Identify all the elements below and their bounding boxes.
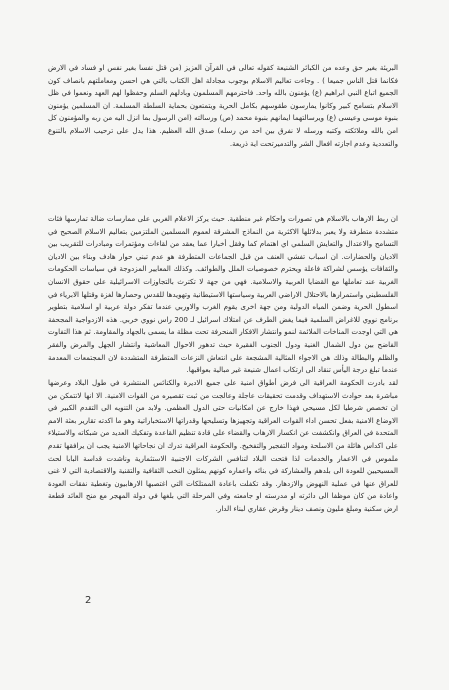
page-number: 2 — [85, 595, 92, 606]
paragraph-1: البريئة بغير حق وعده من الكبائر الشنيعة كقوله تعالى في القرآن العزيز (من قتل نفسا بغير نفس او فساد في الارض فكانما قتل الناس جميعا ) . وجاءت تعاليم الاسلام بوجوب مجادلة اهل الكتاب بالتي هي احسن ومعاملتهم بانصاف كون الجميع اتباع النبي ابراهيم (ع) يؤمنون بالله واحد. فاحترمهم المسلمون وبادلهم السلم وحفظوا لهم العهد ونعموا في ظل الاسلام بتسامح كبير وكانوا يمارسون طقوسهم بكامل الحرية ويتمتعون بحماية السلطة المسلمة. ان المسلمين يؤمنون بنبوة موسى وعيسى (ع) ويرسالتهما ايمانهم بنبوة محمد (ص) ورسالته (امن الرسول بما انزل اليه من ربه والمؤمنون كل امن بالله وملائكته وكتبه ورسله لا نفرق بين احد من رسله) صدق الله العظيم. هذا يدل على ترحيب الاسلام بالتنوع والتعددية وعدم اجازته افعال الشر والتدميرتحت اية ذريعة. — [48, 63, 398, 148]
paragraph-3: لقد بادرت الحكومة العراقية الى فرض أطواق امنية على جميع الاديرة والكنائس المنتشرة في طول البلاد وعرضها مباشرة بعد حوادث الاستهداف وقدمت تحقيقات عاجلة وعالجت من ثبت تقصيره من القوات الامنية. الا انها لاتتمكن من ان تخصص شرطيا لكل مسيحي فهذا خارج عن امكانيات حتى الدول العظمى. ولابد من التنويه الى التقدم الكبير في الاوضاع الامنية بفعل تحسن اداء القوات العراقية وتجهيزها وتسليحها وقدراتها الاستخباراتية وهو ما اكدته تقارير بعثة الامم المتحدة في العراق وانكشفت عن انكسار الارهاب والقضاء على قادة تنظيم القاعدة وتفكيك العديد من شبكاته والاستيلاء على اكداس هائلة من الاسلحة ومواد التفجير والتفخيخ. والحكومة العراقية تدرك ان نجاحاتها الامنية يجب ان يرافقها تقدم ملموس في الاعمار والخدمات لذا فتحت البلاد لتنافس الشركات الاجنبية الاستثمارية وناشدت قداسة البابا لحث المسيحيين للعودة الى بلدهم والمشاركة في بنائه واعماره كونهم يمثلون النخب الثقافية والتقنية والاقتصادية التي لا غنى للعراق عنها في عملية النهوض والازدهار. وقد تكفلت باعادة الممتلكات التي اغتصبها الارهابيون وتغطية نفقات العودة واعادة من كان موظفا الى دائرته او مدرسته او جامعته وفي المرحلة التي بلغها في دولة المهجر مع منح العائد قطعة ارض سكنية ومبلغ مليون ونصف دينار وقرض عقاري لبناء الدار. — [48, 378, 398, 514]
paragraph-2: ان ربط الارهاب بالاسلام هي تصورات واحكام غير منطقية. حيث يركز الاعلام الغربي على ممارسات ضالة تمارسها فئات متشددة متطرفة ولا يعبر بدلائلها الاكثرية من النماذج المشرقة لعموم المسلمين الملتزمين بتعاليم الاسلام الصحيح في التسامح والاعتدال والتعايش السلمي اي اهتمام كما وفقل أخبارا عما يعقد من لقاءات ومؤتمرات ومبادرات للتقريب بين الاديان والحضارات. ان اسباب تفشي العنف من قبل الجماعات المتطرفة هو عدم تبني حوار هادف وبناء بين الاديان والثقافات يؤسس لشراكة فاعلة ويحترم خصوصيات الملل والطوائف. وكذلك المعايير المزدوجة في سياسات الحكومات الغربية عند تعاملها مع القضايا العربية والاسلامية. فهي من جهة لا تكترث بالتجاوزات الاسرائيلية على حقوق الانسان الفلسطيني واستمرارها بالاحتلال الاراضي العربية وسياستها الاستيطانية وتهويدها للقدس وحصارها لغزة وقتلها الابرياء في اسطول الحرية وضمن المياه الدولية ومن جهة اخرى يقوم الغرب والاوربي عندما تفكر دولة عربية او اسلامية بتطوير برنامج نووي للاغراض السلمية فيما يغض الطرف عن امتلاك اسرائيل لـ 200 راس نووي خربي. هذه الازدواجية المجحفة هي التي اوجدت المناخات الملائمة لنمو وانتشار الافكار المنحرفة تحت مظلة ما يسمى بالجهاد والمقاومة. ثم هذا التفاوت الفاضح بين دول الشمال الغنية ودول الجنوب الفقيرة حيث تدهور الاحوال المعاشية وانتشار الجهل والمرض والفقر والظلم والبطالة وذلك هي الاجواء المثالية المشجعة على انتعاش النزعات المتطرفة المتشددة لان المجتمعات المعدمة عندما تبلغ درجة اليأس تنقاد الى ارتكاب اعمال شنيعة غير مبالية بعواقبها. — [48, 214, 398, 375]
